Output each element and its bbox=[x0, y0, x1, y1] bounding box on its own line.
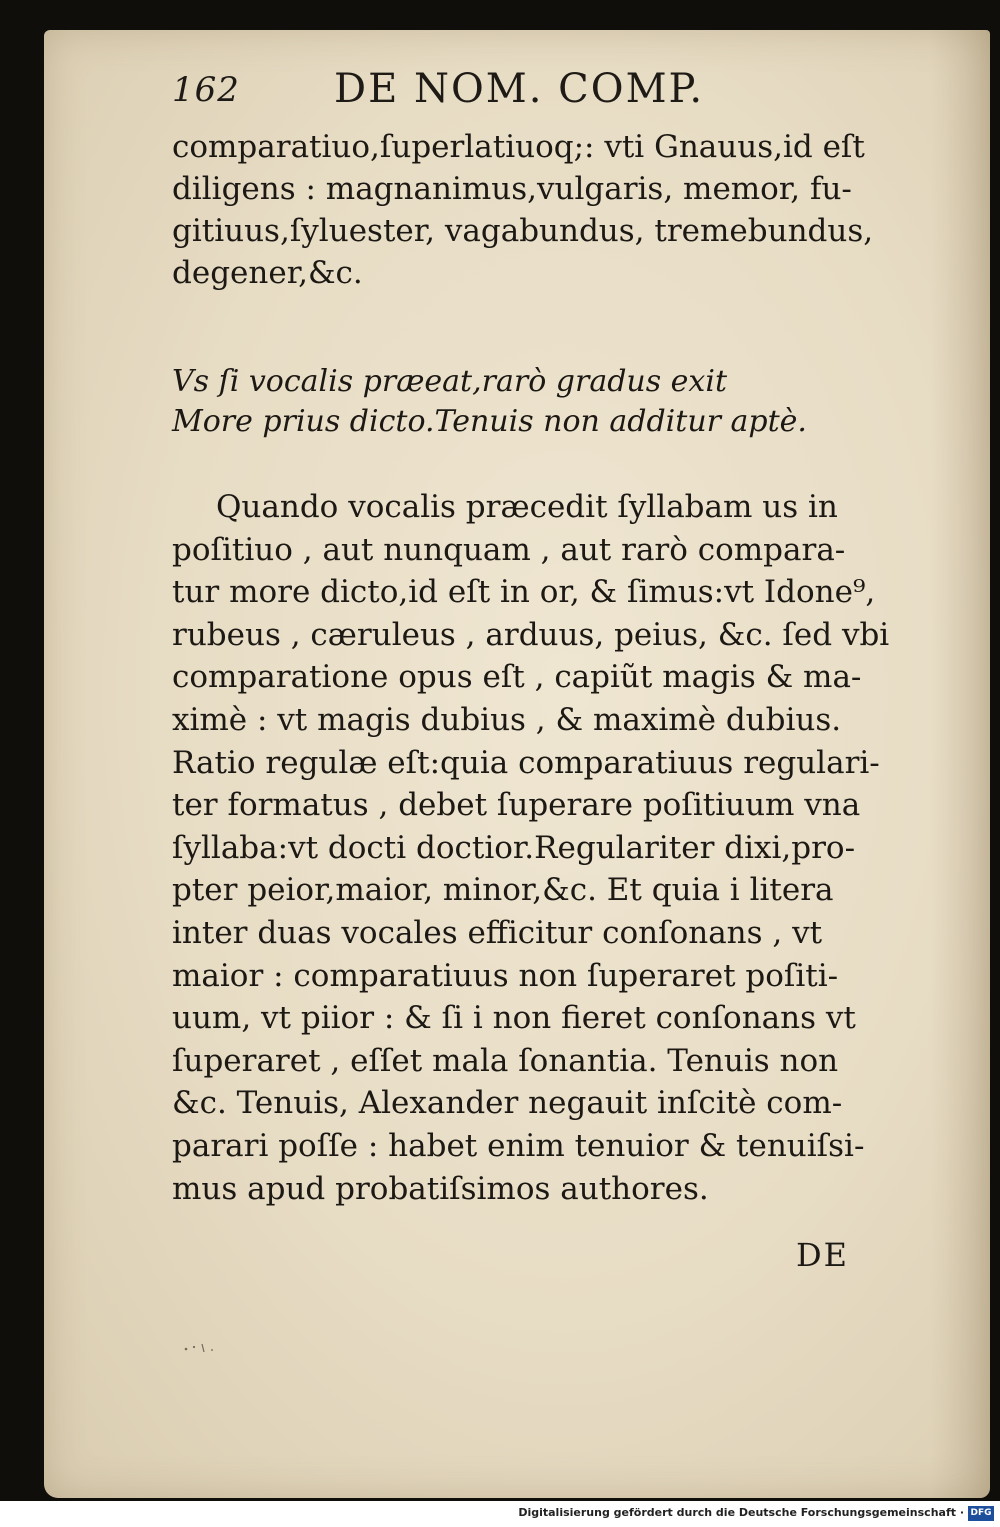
text-line: ſuperaret , eſſet mala ſonantia. Tenuis non bbox=[172, 1042, 839, 1079]
page-edge-shadow bbox=[930, 30, 990, 1498]
text-line: gitiuus,ſyluester, vagabundus, tremebundus, bbox=[172, 213, 874, 249]
paragraph-2 bbox=[172, 486, 890, 1210]
text-line: Ratio regulæ eſt:quia comparatiuus regulari- bbox=[172, 744, 880, 781]
page-number: 162 bbox=[172, 70, 240, 110]
text-line: ſyllaba:vt docti doctior.Regulariter dixi,pro- bbox=[172, 829, 856, 866]
footer-credit: Digitalisierung gefördert durch die Deutsche Forschungsgemeinschaft · bbox=[518, 1506, 964, 1519]
paragraph-1 bbox=[172, 126, 872, 294]
text-line: uum, vt piior : & ſi i non fieret conſonans vt bbox=[172, 1000, 856, 1037]
text-line: pter peior,maior, minor,&c. Et quia i litera bbox=[172, 872, 834, 909]
ink-smudge bbox=[182, 1340, 222, 1359]
running-head: DE NOM. COMP. bbox=[334, 66, 705, 112]
verse-line: Vs ſi vocalis præeat,rarò gradus exit bbox=[172, 364, 727, 399]
dfg-logo: DFG bbox=[968, 1506, 994, 1521]
verse-line: More prius dicto.Tenuis non additur aptè. bbox=[172, 404, 807, 439]
text-line: degener,&c. bbox=[172, 255, 363, 291]
text-line: maior : comparatiuus non ſuperaret poſiti- bbox=[172, 957, 839, 994]
text-line: ximè : vt magis dubius , & maximè dubius. bbox=[172, 701, 842, 738]
text-line: tur more dicto,id eſt in or, & ſimus:vt Idone⁹, bbox=[172, 574, 876, 611]
page-header bbox=[172, 66, 912, 116]
catchword: DE bbox=[796, 1236, 850, 1274]
verse-rule bbox=[172, 362, 872, 442]
text-line: comparatione opus eſt , capiũt magis & ma- bbox=[172, 659, 862, 696]
text-line: parari poſſe : habet enim tenuior & tenuiſsi- bbox=[172, 1127, 865, 1164]
text-line: comparatiuo,ſuperlatiuoq;: vti Gnauus,id eſt bbox=[172, 129, 865, 165]
text-line: &c. Tenuis, Alexander negauit inſcitè com- bbox=[172, 1085, 843, 1122]
text-line: Quando vocalis præcedit ſyllabam us in bbox=[216, 489, 838, 525]
footer-bar bbox=[0, 1501, 1000, 1527]
text-line: inter duas vocales efficitur conſonans , vt bbox=[172, 914, 823, 951]
text-line: mus apud probatiſsimos authores. bbox=[172, 1170, 709, 1207]
text-line: poſitiuo , aut nunquam , aut rarò compara- bbox=[172, 531, 846, 568]
text-line: rubeus , cæruleus , arduus, peius, &c. ſed vbi bbox=[172, 616, 890, 653]
text-line: diligens : magnanimus,vulgaris, memor, fu- bbox=[172, 171, 852, 207]
text-line: ter formatus , debet ſuperare poſitiuum vna bbox=[172, 787, 861, 824]
